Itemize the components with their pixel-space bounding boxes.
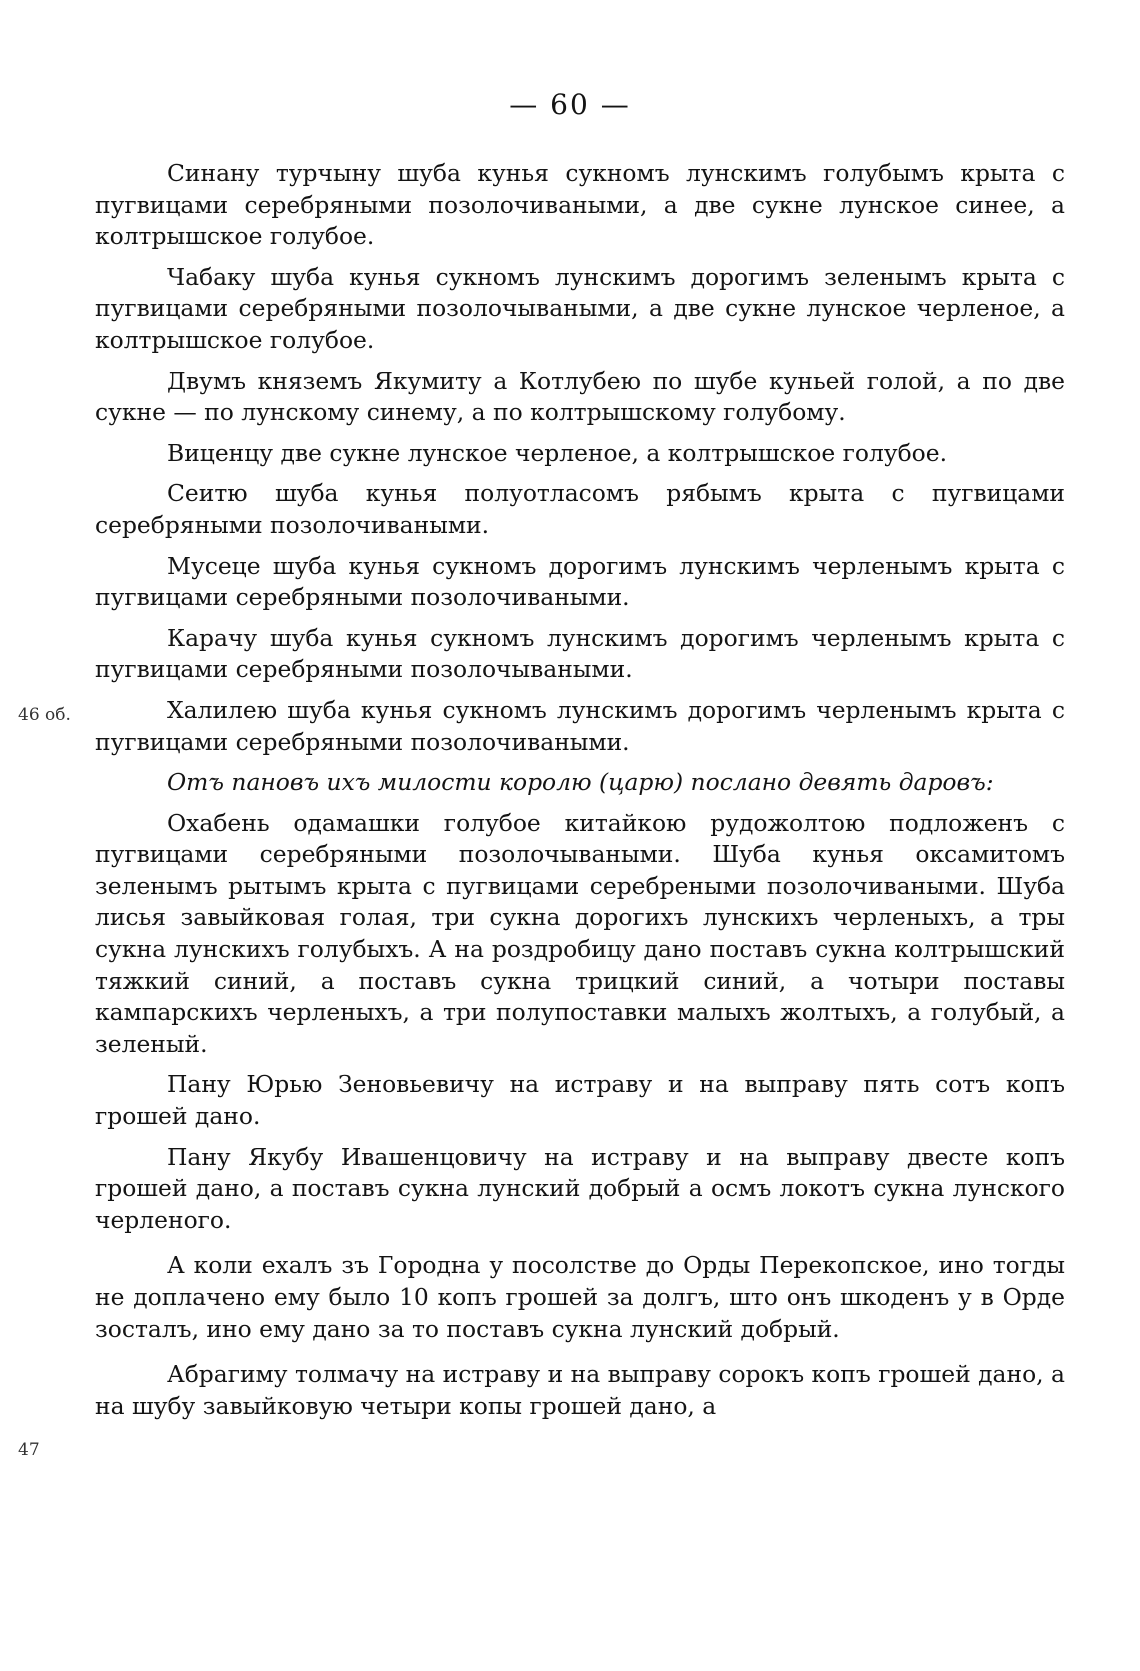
paragraph-gorodno-embassy: А коли ехалъ зъ Городна у посолстве до Орды Перекопское, ино тогды не доплачено ему было 10 копъ грошей за долгъ, што онъ шкоденъ у в Орде зосталъ, ино ему дано за то поставъ сукна лунский добрый. [95,1251,1065,1343]
margin-note-folio-47: 47 [18,1440,40,1460]
paragraph-khalil: Халилею шуба кунья сукномъ лунскимъ дорогимъ черленымъ крыта с пугвицами серебряными позолочиваными. [95,695,1065,756]
margin-note-folio-46v: 46 об. [18,705,71,725]
paragraph-yuri-zenovievich: Пану Юрью Зеновьевичу на истраву и на выправу пять сотъ копъ грошей дано. [95,1070,1065,1131]
paragraph-vicents: Виценцу две сукне лунское черленое, а колтрышское голубое. [167,438,948,467]
paragraph-museca: Мусеце шуба кунья сукномъ дорогимъ лунскимъ черленымъ крыта с пугвицами серебряными позолочиваными. [95,551,1065,612]
paragraph-gifts-list: Охабень одамашки голубое китайкою рудожолтою подложенъ с пугвицами серебряными позолочываными. Шуба кунья оксамитомъ зеленымъ рытымъ крыта с пугвицами серебреными позолочиваными. Шуба лисья завыйковая голая, три сукна дорогихъ лунскихъ черленыхъ, а тры сукна лунскихъ голубыхъ. А на роздробицу дано поставъ сукна колтрышский тяжкий синий, а поставъ сукна трицкий синий, а чотыри поставы кампарскихъ черленыхъ, а три полупоставки малыхъ жолтыхъ, а голубый, а зеленый. [95,808,1065,1058]
paragraph-yakub-ivashentsovich: Пану Якубу Ивашенцовичу на истраву и на выправу двесте копъ грошей дано, а поставъ сукна лунский добрый а осмъ локотъ сукна лунского черленого. [95,1142,1065,1234]
paragraph-karach: Карачу шуба кунья сукномъ лунскимъ дорогимъ черленымъ крыта с пугвицами серебряными позолочываными. [95,623,1065,684]
page-number: — 60 — [509,88,631,121]
paragraph-princes: Двумъ княземъ Якумиту а Котлубею по шубе куньей голой, а по две сукне — по лунскому синему, а по колтрышскому голубому. [95,366,1065,427]
section-heading-gifts: Отъ пановъ ихъ милости королю (царю) послано девять даровъ: [167,768,994,797]
body-text [95,158,1065,1431]
paragraph-abragim: Абрагиму толмачу на истраву и на выправу сорокъ копъ грошей дано, а на шубу завыйковую четыри копы грошей дано, а [95,1360,1065,1420]
paragraph-chabak: Чабаку шуба кунья сукномъ лунскимъ дорогимъ зеленымъ крыта с пугвицами серебряными позолочываными, а две сукне лунское черленое, а колтрышское голубое. [95,262,1065,354]
paragraph-sinan: Синану турчыну шуба кунья сукномъ лунскимъ голубымъ крыта с пугвицами серебряными позолочиваными, а две сукне лунское синее, а колтрышское голубое. [95,159,1065,251]
paragraph-seit: Сеитю шуба кунья полуотласомъ рябымъ крыта с пугвицами серебряными позолочиваными. [95,479,1065,539]
